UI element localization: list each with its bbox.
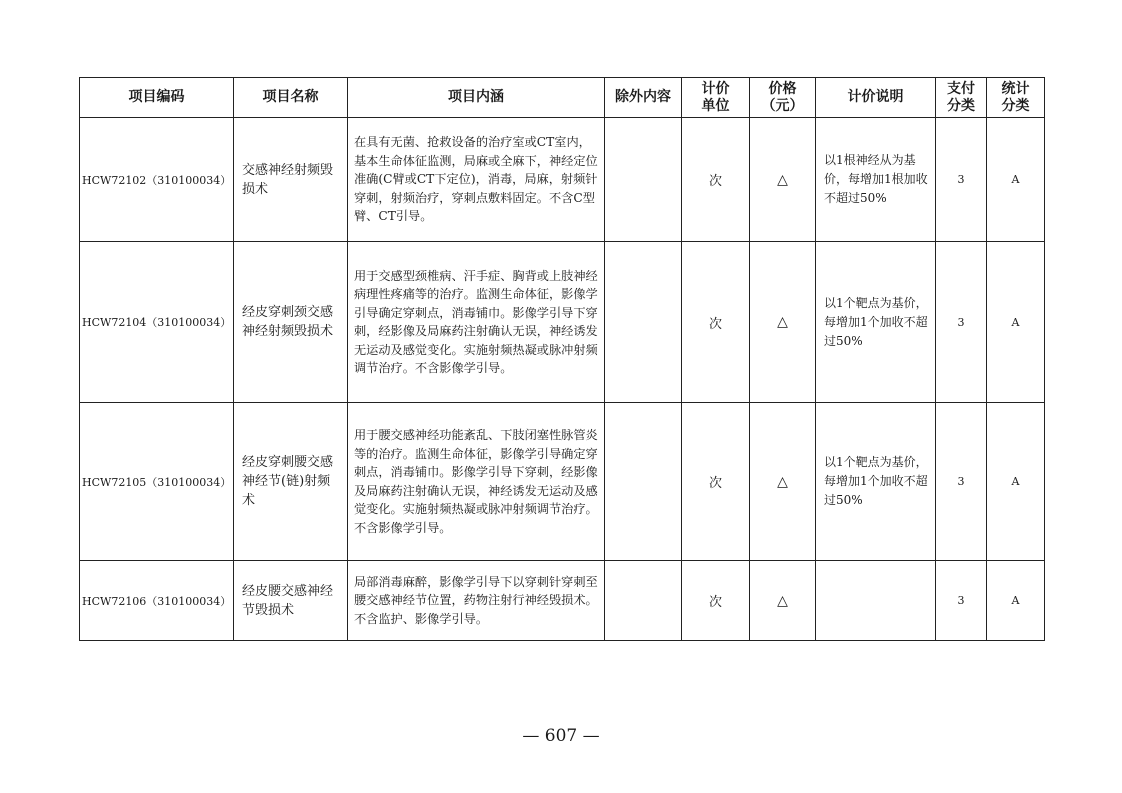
header-stat: [987, 78, 1045, 118]
row-stat-category: A: [987, 561, 1045, 641]
pricing-table: [79, 77, 1045, 641]
row-unit: 次: [682, 561, 750, 641]
row-exclusion: [605, 403, 682, 561]
row-code: HCW72102（310100034）: [80, 118, 234, 242]
header-stat-line2: 分类: [1001, 97, 1030, 114]
header-unit: [682, 78, 750, 118]
row-pay-category: 3: [936, 403, 987, 561]
table-header-row: [80, 78, 1045, 118]
header-note: 计价说明: [816, 78, 936, 118]
header-content: 项目内涵: [348, 78, 605, 118]
header-price-line1: 价格: [768, 80, 797, 97]
page-number: — 607 —: [522, 726, 600, 746]
table-row: [80, 403, 1045, 561]
row-name: 经皮腰交感神经节毁损术: [234, 561, 348, 641]
row-content: 用于交感型颈椎病、汗手症、胸背或上肢神经病理性疼痛等的治疗。监测生命体征，影像学引导确定穿刺点，消毒铺巾。影像学引导下穿刺，经影像及局麻药注射确认无误，神经诱发无运动及感觉变化。实施射频热凝或脉冲射频调节治疗。不含影像学引导。: [348, 242, 605, 403]
row-content: 在具有无菌、抢救设备的治疗室或CT室内，基本生命体征监测，局麻或全麻下，神经定位准确(C臂或CT下定位)，消毒，局麻，射频针穿刺，射频治疗，穿刺点敷料固定。不含C型臂、CT引导。: [348, 118, 605, 242]
header-name: 项目名称: [234, 78, 348, 118]
row-price: △: [750, 242, 816, 403]
row-name: 经皮穿刺颈交感神经射频毁损术: [234, 242, 348, 403]
table-row: [80, 118, 1045, 242]
row-code: HCW72104（310100034）: [80, 242, 234, 403]
row-stat-category: A: [987, 403, 1045, 561]
row-note: 以1根神经从为基价，每增加1根加收不超过50%: [816, 118, 936, 242]
header-exclusion: 除外内容: [605, 78, 682, 118]
row-pay-category: 3: [936, 561, 987, 641]
row-name: 交感神经射频毁损术: [234, 118, 348, 242]
row-unit: 次: [682, 242, 750, 403]
row-price: △: [750, 118, 816, 242]
row-pay-category: 3: [936, 242, 987, 403]
row-pay-category: 3: [936, 118, 987, 242]
table-row: [80, 242, 1045, 403]
header-code: 项目编码: [80, 78, 234, 118]
header-price-line2: （元）: [761, 97, 804, 114]
header-unit-line1: 计价: [701, 80, 730, 97]
header-pay: [936, 78, 987, 118]
row-unit: 次: [682, 403, 750, 561]
header-stat-line1: 统计: [1001, 80, 1030, 97]
row-content: 局部消毒麻醉，影像学引导下以穿刺针穿刺至腰交感神经节位置，药物注射行神经毁损术。不含监护、影像学引导。: [348, 561, 605, 641]
row-stat-category: A: [987, 118, 1045, 242]
row-code: HCW72105（310100034）: [80, 403, 234, 561]
row-note: 以1个靶点为基价，每增加1个加收不超过50%: [816, 403, 936, 561]
header-unit-line2: 单位: [701, 97, 730, 114]
row-code: HCW72106（310100034）: [80, 561, 234, 641]
row-note: 以1个靶点为基价，每增加1个加收不超过50%: [816, 242, 936, 403]
row-unit: 次: [682, 118, 750, 242]
table-row: [80, 561, 1045, 641]
row-note: [816, 561, 936, 641]
header-pay-line2: 分类: [947, 97, 975, 114]
row-name: 经皮穿刺腰交感神经节(链)射频术: [234, 403, 348, 561]
row-price: △: [750, 561, 816, 641]
row-content: 用于腰交感神经功能紊乱、下肢闭塞性脉管炎等的治疗。监测生命体征，影像学引导确定穿刺点，消毒铺巾。影像学引导下穿刺，经影像及局麻药注射确认无误，神经诱发无运动及感觉变化。实施射频热凝或脉冲射频调节治疗。不含影像学引导。: [348, 403, 605, 561]
row-stat-category: A: [987, 242, 1045, 403]
row-exclusion: [605, 242, 682, 403]
header-pay-line1: 支付: [947, 80, 975, 97]
row-exclusion: [605, 561, 682, 641]
row-price: △: [750, 403, 816, 561]
header-price: [750, 78, 816, 118]
row-exclusion: [605, 118, 682, 242]
